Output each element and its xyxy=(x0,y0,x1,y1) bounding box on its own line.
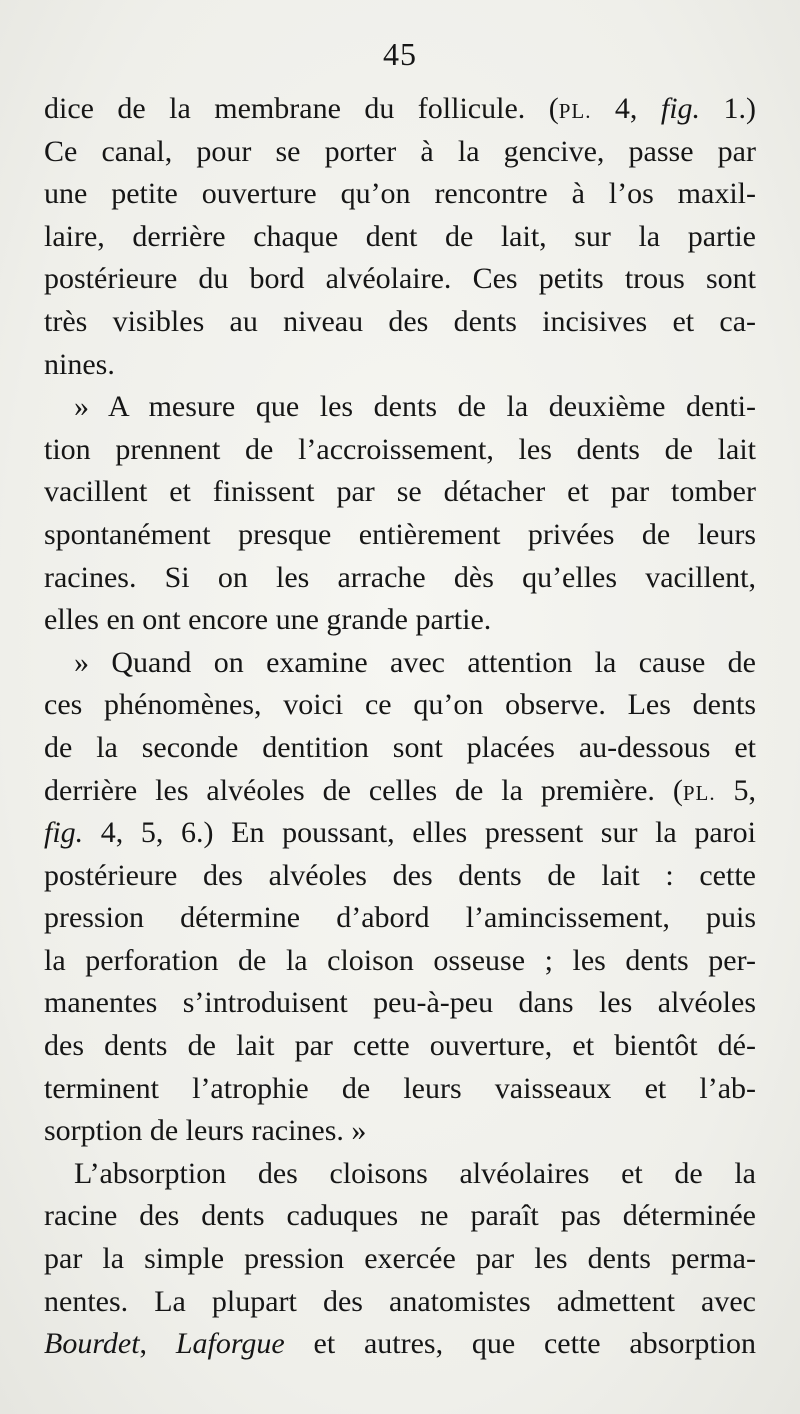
text-segment: tion prennent de l’accroissement, les dents de lait xyxy=(44,432,756,466)
text-segment: vacillent et finissent par se détacher et par tomber xyxy=(44,475,756,509)
text-segment: une petite ouverture qu’on rencontre à l’os maxil- xyxy=(44,177,756,211)
italic-text: fig. xyxy=(44,816,84,850)
text-line xyxy=(44,1195,756,1238)
text-segment: elles en ont encore une grande partie. xyxy=(44,603,492,637)
text-line xyxy=(44,1025,756,1068)
page-number: 45 xyxy=(383,36,417,72)
text-segment: spontanément presque entièrement privées de leurs xyxy=(44,517,756,551)
text-line xyxy=(44,258,756,301)
text-line xyxy=(44,1110,756,1153)
text-segment: dice de la membrane du follicule. ( xyxy=(44,92,559,125)
text-segment: » A mesure que les dents de la deuxième denti- xyxy=(74,390,756,424)
text-segment: derrière les alvéoles de celles de la première. ( xyxy=(44,773,683,807)
small-caps-text: PL. xyxy=(558,99,592,123)
text-segment: pression détermine d’abord l’amincissement, puis xyxy=(44,901,756,935)
text-segment: terminent l’atrophie de leurs vaisseaux et l’ab- xyxy=(44,1071,756,1105)
text-segment: , xyxy=(139,1327,176,1361)
text-line xyxy=(44,1153,756,1196)
text-line xyxy=(44,940,756,983)
text-segment: sorption de leurs racines. » xyxy=(44,1114,367,1148)
text-segment: racines. Si on les arrache dès qu’elles vacillent, xyxy=(44,560,756,594)
italic-text: fig. xyxy=(660,92,701,125)
text-line xyxy=(44,1068,756,1111)
text-segment: très visibles au niveau des dents incisives et ca- xyxy=(44,304,756,338)
text-line xyxy=(44,131,756,174)
text-line xyxy=(44,88,756,131)
text-segment: des dents de lait par cette ouverture, et bientôt dé- xyxy=(44,1029,756,1063)
text-segment: de la seconde dentition sont placées au-dessous et xyxy=(44,730,756,764)
text-line xyxy=(44,897,756,940)
text-line xyxy=(44,429,756,472)
text-line xyxy=(44,770,756,813)
text-segment: postérieure du bord alvéolaire. Ces petits trous sont xyxy=(44,262,756,296)
text-line xyxy=(44,855,756,898)
italic-text: Bourdet xyxy=(44,1327,140,1361)
text-segment: » Quand on examine avec attention la cause de xyxy=(74,645,756,679)
text-line xyxy=(44,386,756,429)
text-line xyxy=(44,982,756,1025)
text-line xyxy=(44,684,756,727)
text-line xyxy=(44,514,756,557)
text-line xyxy=(44,1323,756,1366)
text-segment: L’absorption des cloisons alvéolaires et de la xyxy=(74,1156,756,1190)
text-line xyxy=(44,301,756,344)
text-line xyxy=(44,216,756,259)
text-segment: par la simple pression exercée par les dents perma- xyxy=(44,1242,756,1276)
text-segment: nines. xyxy=(44,347,115,381)
text-line xyxy=(44,471,756,514)
text-segment: ces phénomènes, voici ce qu’on observe. Les dents xyxy=(44,688,756,722)
text-segment: et autres, que cette absorption xyxy=(284,1327,756,1361)
small-caps-text: PL. xyxy=(682,780,716,805)
text-segment: 4, xyxy=(591,92,661,125)
text-segment: 5, xyxy=(715,773,757,807)
text-line xyxy=(44,1238,756,1281)
italic-text: Laforgue xyxy=(175,1327,285,1361)
text-segment: la perforation de la cloison osseuse ; les dents per- xyxy=(44,943,756,977)
text-line xyxy=(44,344,756,387)
text-line xyxy=(44,812,756,855)
text-segment: postérieure des alvéoles des dents de lait : cette xyxy=(44,858,756,892)
text-line xyxy=(44,173,756,216)
text-line xyxy=(44,599,756,642)
text-segment: 4, 5, 6.) En poussant, elles pressent sur la paroi xyxy=(83,816,756,850)
text-segment: Ce canal, pour se porter à la gencive, passe par xyxy=(44,134,756,168)
text-segment: laire, derrière chaque dent de lait, sur la partie xyxy=(44,219,756,253)
text-line xyxy=(44,557,756,600)
text-segment: nentes. La plupart des anatomistes admettent avec xyxy=(44,1284,756,1318)
text-line xyxy=(44,727,756,770)
body-text xyxy=(44,88,756,1366)
text-segment: racine des dents caduques ne paraît pas déterminée xyxy=(44,1199,756,1233)
text-line xyxy=(44,1281,756,1324)
text-line xyxy=(44,642,756,685)
text-segment: 1.) xyxy=(700,92,756,125)
text-segment: manentes s’introduisent peu-à-peu dans les alvéoles xyxy=(44,986,756,1020)
